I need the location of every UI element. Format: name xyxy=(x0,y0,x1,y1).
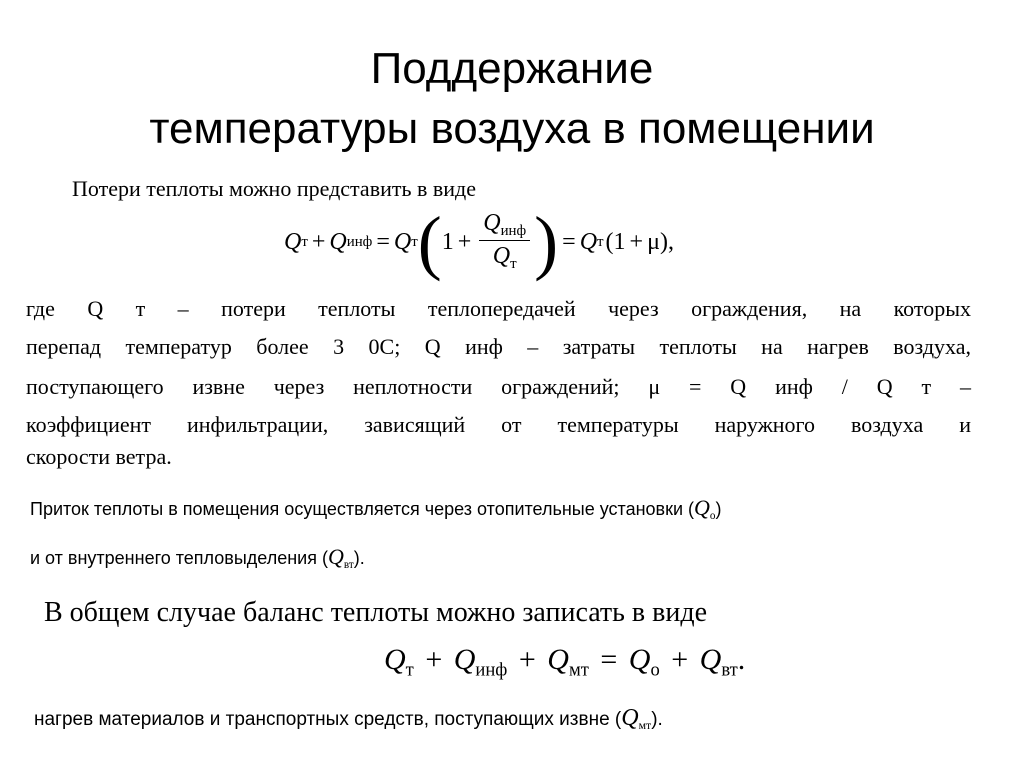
page-title-line2: температуры воздуха в помещении xyxy=(149,104,875,153)
inflow-line-2: и от внутреннего тепловыделения $(Q_{вт})$. xyxy=(30,544,365,571)
definition-line-3: поступающего извне через неплотности ограждений; μ = Q инф / Q т – xyxy=(26,374,971,399)
page-title-line1: Поддержание xyxy=(370,44,654,93)
footer-materials-text: нагрев материалов и транспортных средств, поступающих извне $(Q_{мт})$. xyxy=(34,705,663,733)
definition-line-2: перепад температур более 3 0С; Q инф – затраты теплоты на нагрев воздуха, xyxy=(26,334,971,359)
formula-heat-balance: $Q_т + Q_{инф} + Q_{мт} = Q_о + Q_{вт}$. xyxy=(384,643,746,681)
inflow-line-1: Приток теплоты в помещения осуществляется через отопительные установки $(Q_о)$ xyxy=(30,495,722,522)
definition-line-1: где Q т – потери теплоты теплопередачей через ограждения, на которых xyxy=(26,296,971,321)
balance-intro: В общем случае баланс теплоты можно записать в виде xyxy=(44,597,708,628)
intro-text: Потери теплоты можно представить в виде xyxy=(72,176,477,201)
formula-heat-loss: Q т + Q инф = Q т ( 1 + $\frac{Q_{инф}}{Q_т}$ ) = Q т ( 1 + μ ) , xyxy=(284,202,674,282)
definition-line-5: скорости ветра. xyxy=(26,444,172,469)
fraction-qinf-over-qt: $\frac{Q_{инф}}{Q_т}$ xyxy=(479,210,530,273)
definition-line-4: коэффициент инфильтрации, зависящий от температуры наружного воздуха и xyxy=(26,412,971,437)
sub-t: т xyxy=(301,233,308,250)
